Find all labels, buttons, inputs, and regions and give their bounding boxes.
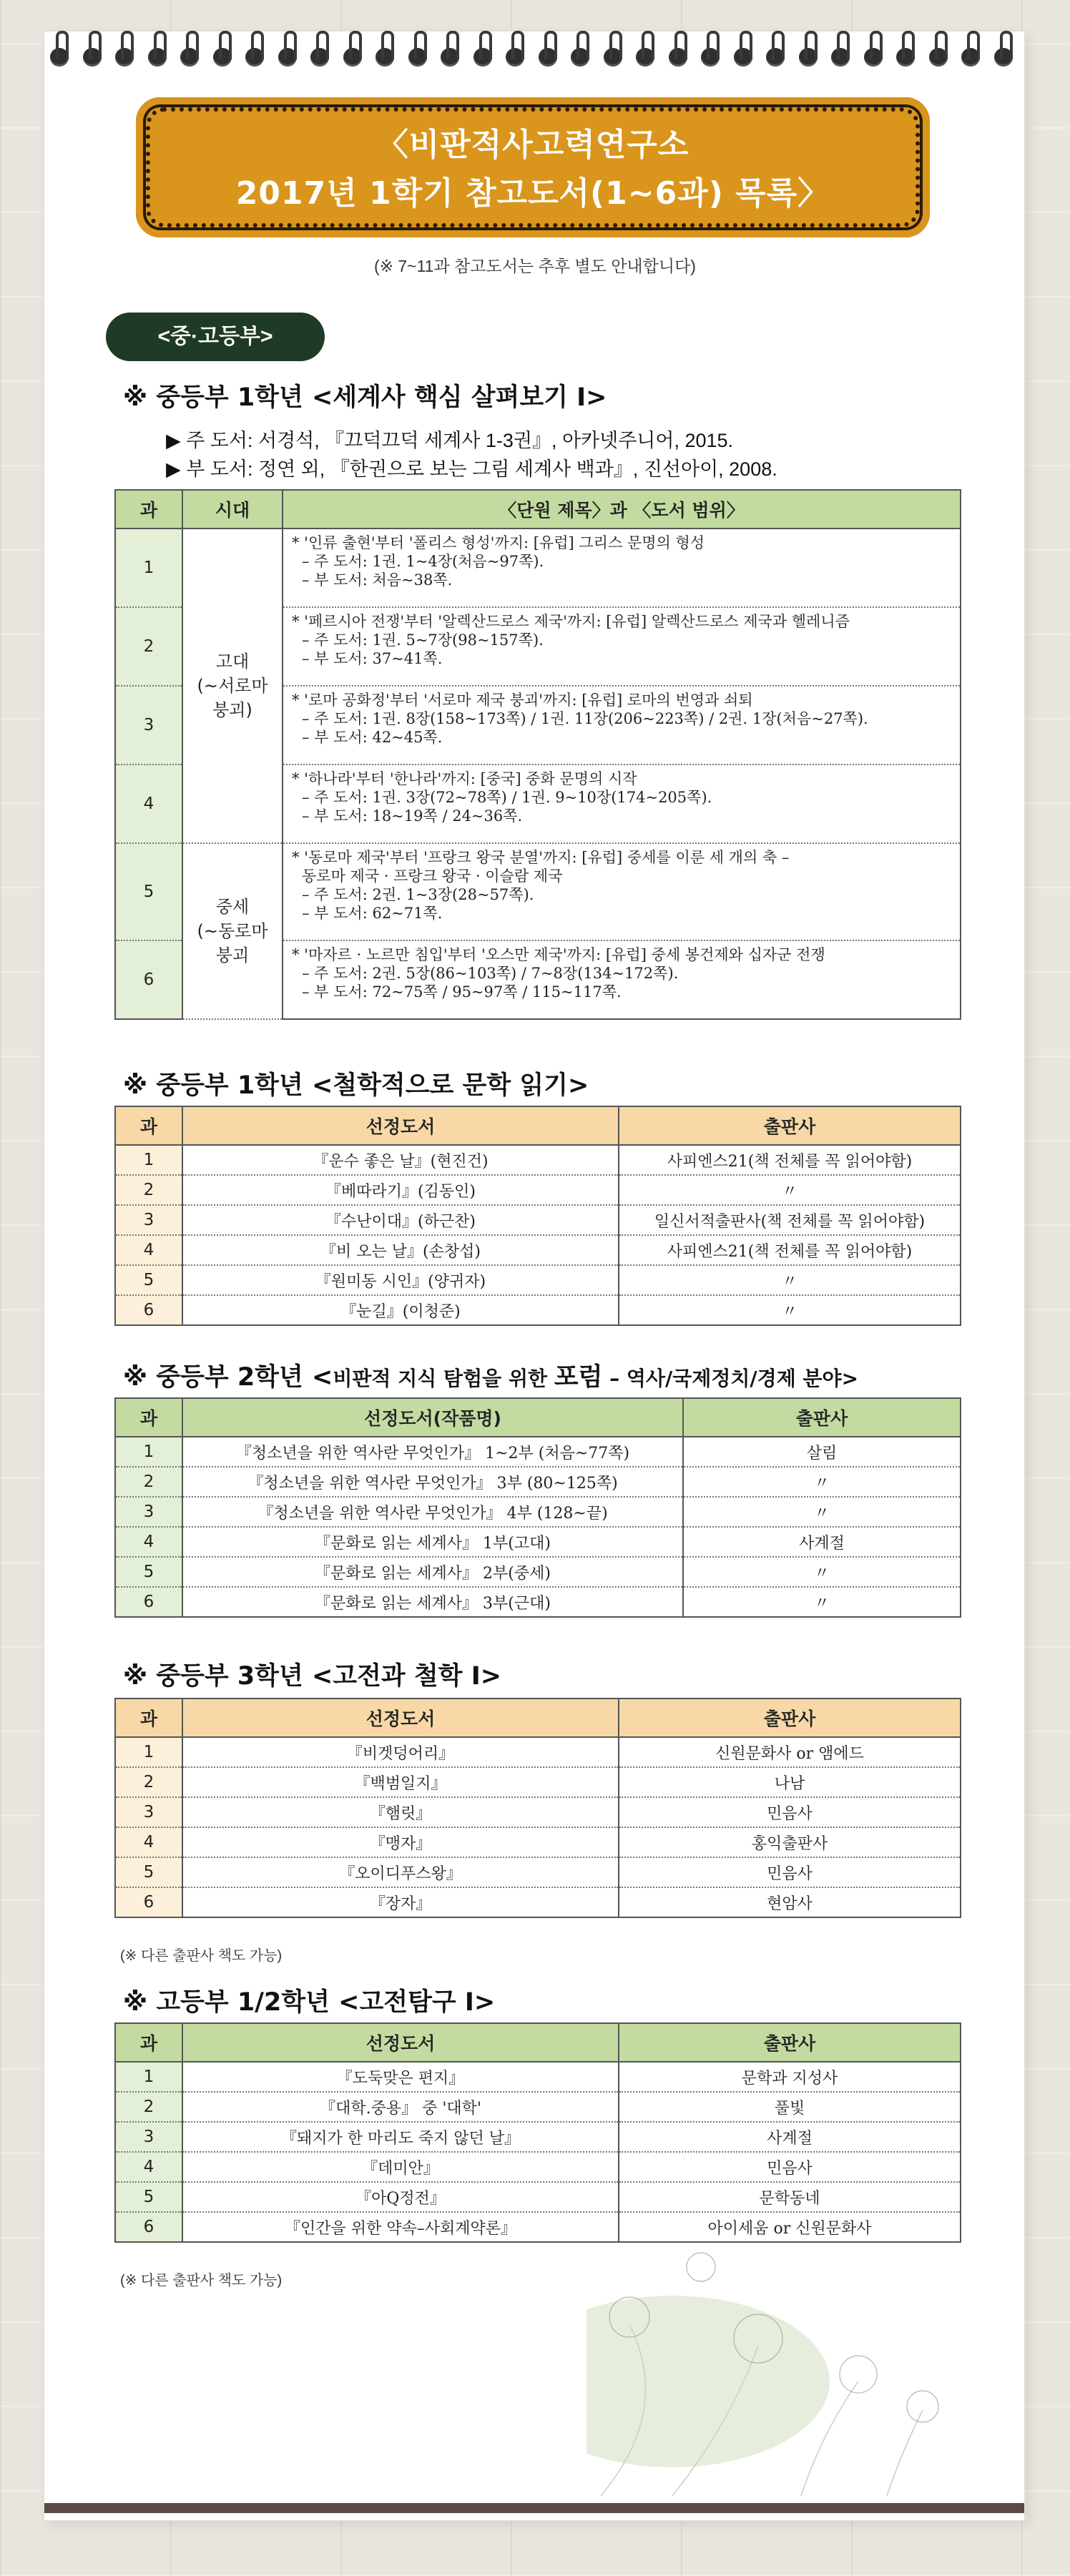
binder-ring-icon — [701, 48, 720, 67]
row-num: 1 — [115, 1437, 182, 1467]
title-line-1: 〈비판적사고력연구소 — [376, 127, 689, 163]
era-range-end: 붕괴 — [215, 945, 250, 965]
table-row — [115, 1235, 961, 1265]
title-banner — [136, 97, 930, 237]
book-title: 『대학.중용』 중 '대학' — [182, 2092, 619, 2122]
row-num: 6 — [115, 2212, 182, 2242]
row-num: 2 — [115, 1467, 182, 1497]
binder-ring-icon — [83, 48, 102, 67]
publisher: 살림 — [683, 1437, 961, 1467]
col-header-num: 과 — [115, 2023, 182, 2062]
table-row — [115, 1265, 961, 1295]
table-row — [115, 1557, 961, 1587]
col-header-num: 과 — [115, 1699, 182, 1737]
row-num: 4 — [115, 1235, 182, 1265]
book-title: 『인간을 위한 약속–사회계약론』 — [182, 2212, 619, 2242]
table-row — [115, 1737, 961, 1767]
publisher: 민음사 — [619, 2152, 961, 2182]
publisher: 일신서적출판사(책 전체를 꼭 읽어야함) — [619, 1205, 961, 1235]
col-header-unit: 〈단원 제목〉과 〈도서 범위〉 — [283, 490, 961, 529]
sec2-title: ※ 중등부 1학년 <철학적으로 문학 읽기> — [123, 1071, 589, 1100]
sec2-table — [114, 1106, 961, 1326]
publisher: 〃 — [683, 1497, 961, 1527]
sec1-table — [114, 489, 961, 1020]
publisher: 사계절 — [683, 1527, 961, 1557]
body-line: * '마자르 · 노르만 침입'부터 '오스만 제국'까지: [유럽] 중세 봉건제와 십자군 전쟁 — [292, 946, 825, 963]
body-line: * '하나라'부터 '한나라'까지: [중국] 중화 문명의 시작 — [292, 770, 637, 787]
book-title: 『청소년을 위한 역사란 무엇인가』 4부 (128~끝) — [182, 1497, 683, 1527]
row-num: 4 — [115, 1827, 182, 1857]
table-row — [115, 2092, 961, 2122]
binder-ring-icon — [50, 48, 69, 67]
publisher: 홍익출판사 — [619, 1827, 961, 1857]
paper-bottom-edge — [44, 2503, 1024, 2513]
body-line: – 주 도서: 1권. 5~7장(98~157쪽). — [302, 631, 544, 649]
book-title: 『아Q정전』 — [182, 2182, 619, 2212]
binder-ring-icon — [864, 48, 883, 67]
table-row — [115, 1467, 961, 1497]
era-range: (~동로마 — [197, 921, 268, 941]
sec3-title-small: 비판적 지식 탐험을 위한 — [333, 1367, 554, 1390]
table-row — [115, 1887, 961, 1917]
row-num: 1 — [115, 1737, 182, 1767]
publisher: 아이세움 or 신원문화사 — [619, 2212, 961, 2242]
era-range-end: 붕괴) — [212, 700, 252, 720]
book-title: 『문화로 읽는 세계사』 3부(근대) — [182, 1587, 683, 1617]
binder-ring-icon — [376, 48, 394, 67]
row-num: 2 — [115, 2092, 182, 2122]
table-row — [115, 1797, 961, 1827]
binder-ring-icon — [441, 48, 459, 67]
sec3-title-small-2: – 역사/국제정치/경제 분야> — [602, 1367, 859, 1390]
row-num: 5 — [115, 843, 182, 940]
row-num: 6 — [115, 940, 182, 1019]
col-header-num: 과 — [115, 1106, 182, 1145]
binder-ring-icon — [408, 48, 427, 67]
row-num: 4 — [115, 1527, 182, 1557]
row-num: 6 — [115, 1587, 182, 1617]
sec3-table — [114, 1397, 961, 1618]
binder-ring-icon — [766, 48, 785, 67]
section-badge: <중·고등부> — [106, 313, 325, 361]
body-line: * '로마 공화정'부터 '서로마 제국 붕괴'까지: [유럽] 로마의 번영과 쇠퇴 — [292, 692, 753, 709]
body-line: – 주 도서: 1권. 1~4장(처음~97쪽). — [302, 553, 544, 570]
row-num: 4 — [115, 765, 182, 843]
table-row — [115, 2122, 961, 2152]
binder-ring-icon — [245, 48, 264, 67]
binder-ring-icon — [636, 48, 654, 67]
book-title: 『장자』 — [182, 1887, 619, 1917]
col-header-book: 선정도서 — [182, 1106, 619, 1145]
binder-ring-icon — [115, 48, 134, 67]
publisher: 사피엔스21(책 전체를 꼭 읽어야함) — [619, 1145, 961, 1175]
table-row — [115, 843, 961, 940]
publisher: 사피엔스21(책 전체를 꼭 읽어야함) — [619, 1235, 961, 1265]
table-row — [115, 1587, 961, 1617]
body-line: – 부 도서: 처음~38쪽. — [302, 571, 453, 589]
body-line: – 주 도서: 2권. 5장(86~103쪽) / 7~8장(134~172쪽). — [302, 965, 679, 982]
sec4-title: ※ 중등부 3학년 <고전과 철학 Ⅰ> — [123, 1662, 502, 1691]
book-title: 『원미동 시인』(양귀자) — [182, 1265, 619, 1295]
row-body — [283, 940, 961, 1019]
body-line: 동로마 제국 · 프랑크 왕국 · 이슬람 제국 — [302, 867, 563, 885]
row-body — [283, 765, 961, 843]
sec1-sub-book: ▶ 부 도서: 정연 외, 『한권으로 보는 그림 세계사 백과』, 진선아이, 2008. — [166, 458, 777, 480]
col-header-book: 선정도서 — [182, 2023, 619, 2062]
binder-ring-icon — [310, 48, 329, 67]
book-title: 『베따라기』(김동인) — [182, 1175, 619, 1205]
era-label: 고대 — [215, 652, 250, 672]
sec1-title: ※ 중등부 1학년 <세계사 핵심 살펴보기 Ⅰ> — [123, 383, 607, 412]
table-row — [115, 1205, 961, 1235]
publisher: 민음사 — [619, 1857, 961, 1887]
col-header-book: 선정도서 — [182, 1699, 619, 1737]
row-num: 3 — [115, 1497, 182, 1527]
book-title: 『눈길』(이청준) — [182, 1295, 619, 1325]
publisher: 〃 — [683, 1557, 961, 1587]
row-num: 5 — [115, 1857, 182, 1887]
sec3-title — [123, 1357, 858, 1393]
row-num: 3 — [115, 1797, 182, 1827]
publisher: 신원문화사 or 앰에드 — [619, 1737, 961, 1767]
table-row — [115, 1767, 961, 1797]
sec3-title-main: ※ 중등부 2학년 < — [123, 1363, 333, 1392]
binder-ring-icon — [961, 48, 980, 67]
row-body — [283, 686, 961, 765]
col-header-publisher: 출판사 — [683, 1398, 961, 1437]
table-header-row — [115, 490, 961, 529]
era-medieval — [182, 843, 283, 1019]
table-row — [115, 1827, 961, 1857]
row-num: 2 — [115, 1175, 182, 1205]
book-title: 『운수 좋은 날』(현진건) — [182, 1145, 619, 1175]
col-header-num: 과 — [115, 1398, 182, 1437]
row-num: 5 — [115, 1557, 182, 1587]
book-title: 『데미안』 — [182, 2152, 619, 2182]
binder-ring-icon — [994, 48, 1013, 67]
publisher: 풀빛 — [619, 2092, 961, 2122]
publisher: 나남 — [619, 1767, 961, 1797]
binder-ring-icon — [278, 48, 297, 67]
book-title: 『문화로 읽는 세계사』 1부(고대) — [182, 1527, 683, 1557]
body-line: – 부 도서: 18~19쪽 / 24~36쪽. — [302, 807, 523, 825]
row-num: 4 — [115, 2152, 182, 2182]
col-header-publisher: 출판사 — [619, 1699, 961, 1737]
table-header-row — [115, 1398, 961, 1437]
table-row — [115, 1497, 961, 1527]
row-num: 3 — [115, 1205, 182, 1235]
table-header-row — [115, 1106, 961, 1145]
col-header-num: 과 — [115, 490, 182, 529]
binder-ring-icon — [539, 48, 557, 67]
row-num: 6 — [115, 1887, 182, 1917]
sec1-main-book: ▶ 주 도서: 서경석, 『끄덕끄덕 세계사 1-3권』, 아카넷주니어, 2015. — [166, 430, 734, 451]
binder-ring-icon — [148, 48, 167, 67]
row-num: 1 — [115, 2062, 182, 2092]
body-line: – 부 도서: 62~71쪽. — [302, 905, 443, 922]
body-line: – 주 도서: 1권. 3장(72~78쪽) / 1권. 9~10장(174~205쪽). — [302, 789, 712, 806]
table-row — [115, 1175, 961, 1205]
table-row — [115, 1295, 961, 1325]
publisher: 사계절 — [619, 2122, 961, 2152]
binder-ring-icon — [571, 48, 589, 67]
publisher: 〃 — [619, 1295, 961, 1325]
binder-ring-icon — [213, 48, 232, 67]
table-row — [115, 2152, 961, 2182]
sec3-title-forum: 포럼 — [554, 1363, 603, 1392]
era-ancient — [182, 529, 283, 843]
publisher: 민음사 — [619, 1797, 961, 1827]
binder-ring-icon — [343, 48, 362, 67]
binder-ring-icon — [604, 48, 622, 67]
publisher: 〃 — [619, 1175, 961, 1205]
table-row — [115, 529, 961, 607]
body-line: * '인류 출현'부터 '폴리스 형성'까지: [유럽] 그리스 문명의 형성 — [292, 534, 705, 551]
book-title: 『햄릿』 — [182, 1797, 619, 1827]
book-title: 『오이디푸스왕』 — [182, 1857, 619, 1887]
sec4-footnote: (※ 다른 출판사 책도 가능) — [120, 1948, 283, 1964]
col-header-book: 선정도서(작품명) — [182, 1398, 683, 1437]
binder-ring-icon — [734, 48, 752, 67]
body-line: * '페르시아 전쟁'부터 '알렉산드로스 제국'까지: [유럽] 알렉산드로스 제국과 헬레니즘 — [292, 613, 850, 630]
dandelion-decoration — [586, 2196, 987, 2496]
row-num: 5 — [115, 2182, 182, 2212]
book-title: 『청소년을 위한 역사란 무엇인가』 1~2부 (처음~77쪽) — [182, 1437, 683, 1467]
table-header-row — [115, 1699, 961, 1737]
publisher: 문학동네 — [619, 2182, 961, 2212]
table-row — [115, 1437, 961, 1467]
binder-ring-icon — [669, 48, 687, 67]
table-header-row — [115, 2023, 961, 2062]
row-body — [283, 529, 961, 607]
binder-ring-icon — [799, 48, 818, 67]
body-line: * '동로마 제국'부터 '프랑크 왕국 분열'까지: [유럽] 중세를 이룬 세 개의 축 – — [292, 849, 790, 866]
book-title: 『청소년을 위한 역사란 무엇인가』 3부 (80~125쪽) — [182, 1467, 683, 1497]
row-num: 2 — [115, 1767, 182, 1797]
book-title: 『돼지가 한 마리도 죽지 않던 날』 — [182, 2122, 619, 2152]
col-header-publisher: 출판사 — [619, 2023, 961, 2062]
binder-ring-icon — [473, 48, 492, 67]
sec4-table — [114, 1698, 961, 1918]
row-num: 3 — [115, 2122, 182, 2152]
body-line: – 주 도서: 2권. 1~3장(28~57쪽). — [302, 886, 534, 903]
era-range: (~서로마 — [197, 676, 268, 696]
binder-ring-icon — [180, 48, 199, 67]
sec5-footnote: (※ 다른 출판사 책도 가능) — [120, 2273, 283, 2289]
publisher: 〃 — [619, 1265, 961, 1295]
table-row — [115, 1145, 961, 1175]
book-title: 『비겟덩어리』 — [182, 1737, 619, 1767]
row-num: 2 — [115, 607, 182, 686]
binder-ring-icon — [929, 48, 948, 67]
book-title: 『맹자』 — [182, 1827, 619, 1857]
publisher: 〃 — [683, 1587, 961, 1617]
book-title: 『수난이대』(하근찬) — [182, 1205, 619, 1235]
era-label: 중세 — [215, 897, 250, 917]
table-row — [115, 1527, 961, 1557]
row-num: 1 — [115, 1145, 182, 1175]
row-num: 1 — [115, 529, 182, 607]
publisher: 현암사 — [619, 1887, 961, 1917]
body-line: – 부 도서: 42~45쪽. — [302, 729, 443, 746]
table-row — [115, 1857, 961, 1887]
book-title: 『비 오는 날』(손창섭) — [182, 1235, 619, 1265]
row-num: 3 — [115, 686, 182, 765]
row-body — [283, 843, 961, 940]
publisher: 문학과 지성사 — [619, 2062, 961, 2092]
title-line-2: 2017년 1학기 참고도서(1~6과) 목록〉 — [235, 175, 830, 212]
body-line: – 부 도서: 72~75쪽 / 95~97쪽 / 115~117쪽. — [302, 983, 622, 1001]
binder-rings — [50, 39, 1023, 82]
binder-ring-icon — [896, 48, 915, 67]
binder-ring-icon — [831, 48, 850, 67]
top-note: (※ 7~11과 참고도서는 추후 별도 안내합니다) — [374, 257, 696, 275]
book-title: 『도둑맞은 편지』 — [182, 2062, 619, 2092]
sec5-title: ※ 고등부 1/2학년 <고전탐구 Ⅰ> — [123, 1988, 496, 2017]
col-header-era: 시대 — [182, 490, 283, 529]
row-num: 6 — [115, 1295, 182, 1325]
book-title: 『문화로 읽는 세계사』 2부(중세) — [182, 1557, 683, 1587]
body-line: – 부 도서: 37~41쪽. — [302, 650, 443, 667]
body-line: – 주 도서: 1권. 8장(158~173쪽) / 1권. 11장(206~223쪽) / 2권. 1장(처음~27쪽). — [302, 710, 868, 727]
col-header-publisher: 출판사 — [619, 1106, 961, 1145]
row-num: 5 — [115, 1265, 182, 1295]
book-title: 『백범일지』 — [182, 1767, 619, 1797]
table-row — [115, 2062, 961, 2092]
binder-ring-icon — [506, 48, 524, 67]
publisher: 〃 — [683, 1467, 961, 1497]
row-body — [283, 607, 961, 686]
